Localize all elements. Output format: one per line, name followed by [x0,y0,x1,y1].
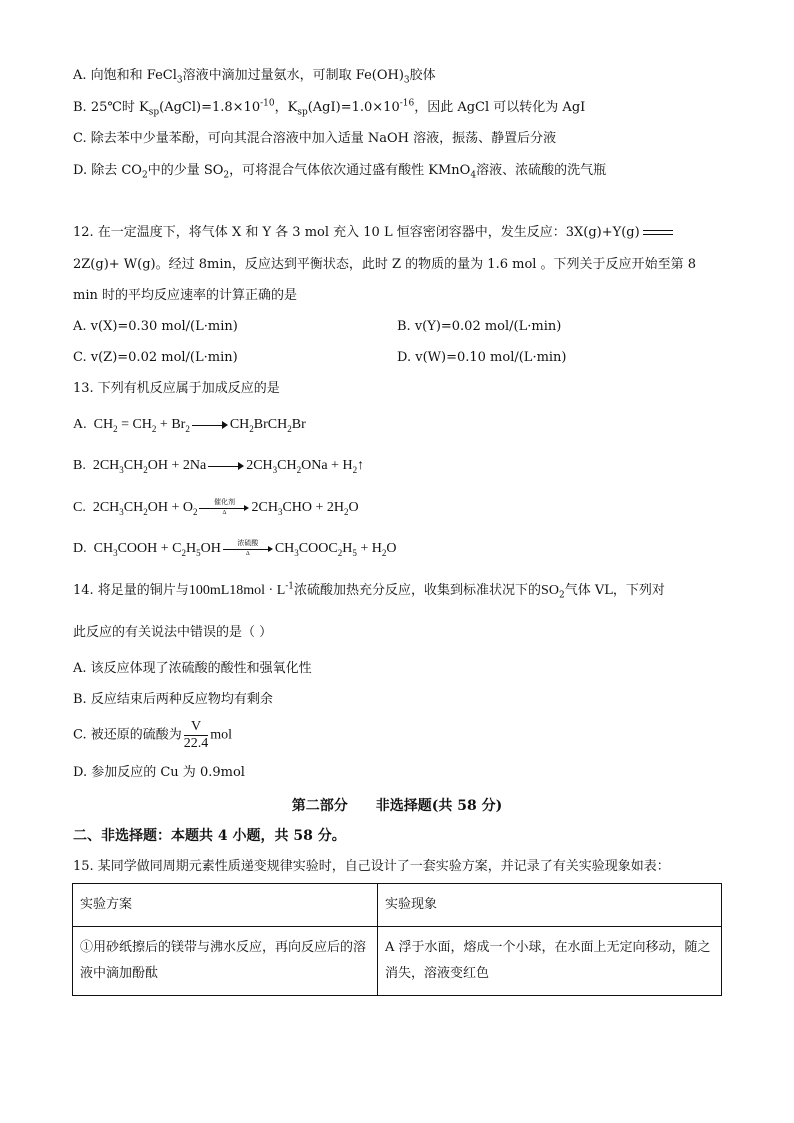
q12-option-a: A. v(X)=0.30 mol/(L·min) [73,319,238,334]
q13-stem: 13. 下列有机反应属于加成反应的是 [73,381,280,396]
q14-option-d: D. 参加反应的 Cu 为 0.9mol [73,765,245,780]
q14-option-a: A. 该反应体现了浓硫酸的酸性和强氧化性 [73,661,312,676]
q13-option-a: A. $CH_2 = CH_2 + Br_2$ $CH_2BrCH_2Br$ [73,417,306,434]
table-header-cell: 实验现象 [378,884,722,927]
q12-stem-line1: 12. 在一定温度下，将气体 X 和 Y 各 3 mol 充入 10 L 恒容密闭容器中，发生反应：3X(g)+Y(g) [73,224,673,242]
q14-option-c: C. 被还原的硫酸为 $\frac{V}{22.4}$ mol [73,719,233,751]
q11-option-c: C. 除去苯中少量苯酚，可向其混合溶液中加入适量 NaOH 溶液，振荡、静置后分液 [73,131,557,146]
experiment-table [72,883,722,996]
q14-stem-line1: 14. 将足量的铜片与$100mL18mol \cdot L^{-1}$浓硫酸加热充分反应，收集到标准状况下的$SO_2$气体 VL，下列对 [73,581,665,601]
q11-option-d: D. 除去 $CO_2$中的少量 $SO_2$，可将混合气体依次通过盛有酸性 KMnO$_4$溶液、浓硫酸的洗气瓶 [73,163,607,181]
q14-option-b: B. 反应结束后两种反应物均有剩余 [73,692,273,707]
q12-stem-line2: 2Z(g)+ W(g)。经过 8min，反应达到平衡状态，此时 Z 的物质的量为 1.6 mol 。下列关于反应开始至第 8 [73,257,696,272]
table-row [73,927,722,996]
reaction-arrow-icon [208,461,244,471]
section-heading: 二、非选择题：本题共 4 小题，共 58 分。 [73,828,346,844]
reaction-arrow-acid-icon: 浓硫酸 Δ [223,540,273,558]
q13-option-b: B. $2CH_3CH_2OH + 2Na$ $2CH_3CH_2ONa$ + $H_2↑$ [73,458,365,475]
q12-option-c: C. v(Z)=0.02 mol/(L·min) [73,350,238,365]
q12-option-b: B. v(Y)=0.02 mol/(L·min) [397,319,562,334]
q14-stem-line2: 此反应的有关说法中错误的是（ ） [73,625,273,640]
q15-stem: 15. 某同学做同周期元素性质递变规律实验时，自己设计了一套实验方案，并记录了有关实验现象如表： [73,859,670,874]
fraction: $\frac{V}{22.4}$ [183,719,209,751]
table-cell: A 浮于水面，熔成一个小球，在水面上无定向移动，随之消失，溶液变红色 [378,927,722,996]
q11-option-b: B. 25℃时 $K_{sp}(AgCl)=1.8\times 10^{-10}$，$K_{sp}(AgI)=1.0\times 10^{-16}$，因此 AgCl 可以转化为 AgI [73,98,586,118]
table-header-row [73,884,722,927]
table-cell: ①用砂纸擦后的镁带与沸水反应，再向反应后的溶液中滴加酚酞 [73,927,378,996]
reaction-arrow-catalyst-icon: 催化剂 Δ [199,499,249,517]
q12-option-d: D. v(W)=0.10 mol/(L·min) [397,350,567,365]
q13-option-d: D. $CH_3COOH + C_2H_5OH$ 浓硫酸 Δ $CH_3COOC_2H_5 + H_2O$ [73,539,397,559]
q11-option-a: A. 向饱和和 FeCl$_3$溶液中滴加过量氨水，可制取 $Fe(OH)_3$胶体 [73,68,436,86]
part2-heading: 第二部分 非选择题(共 58 分) [291,798,503,814]
table-header-cell: 实验方案 [73,884,378,927]
equilibrium-arrow-icon [643,229,673,237]
q13-option-c: C. $2CH_3CH_2OH + O_2$ 催化剂 Δ $2CH_3CHO + 2H_2O$ [73,498,359,518]
reaction-arrow-icon [192,420,228,430]
q12-stem-line3: min 时的平均反应速率的计算正确的是 [73,288,297,303]
